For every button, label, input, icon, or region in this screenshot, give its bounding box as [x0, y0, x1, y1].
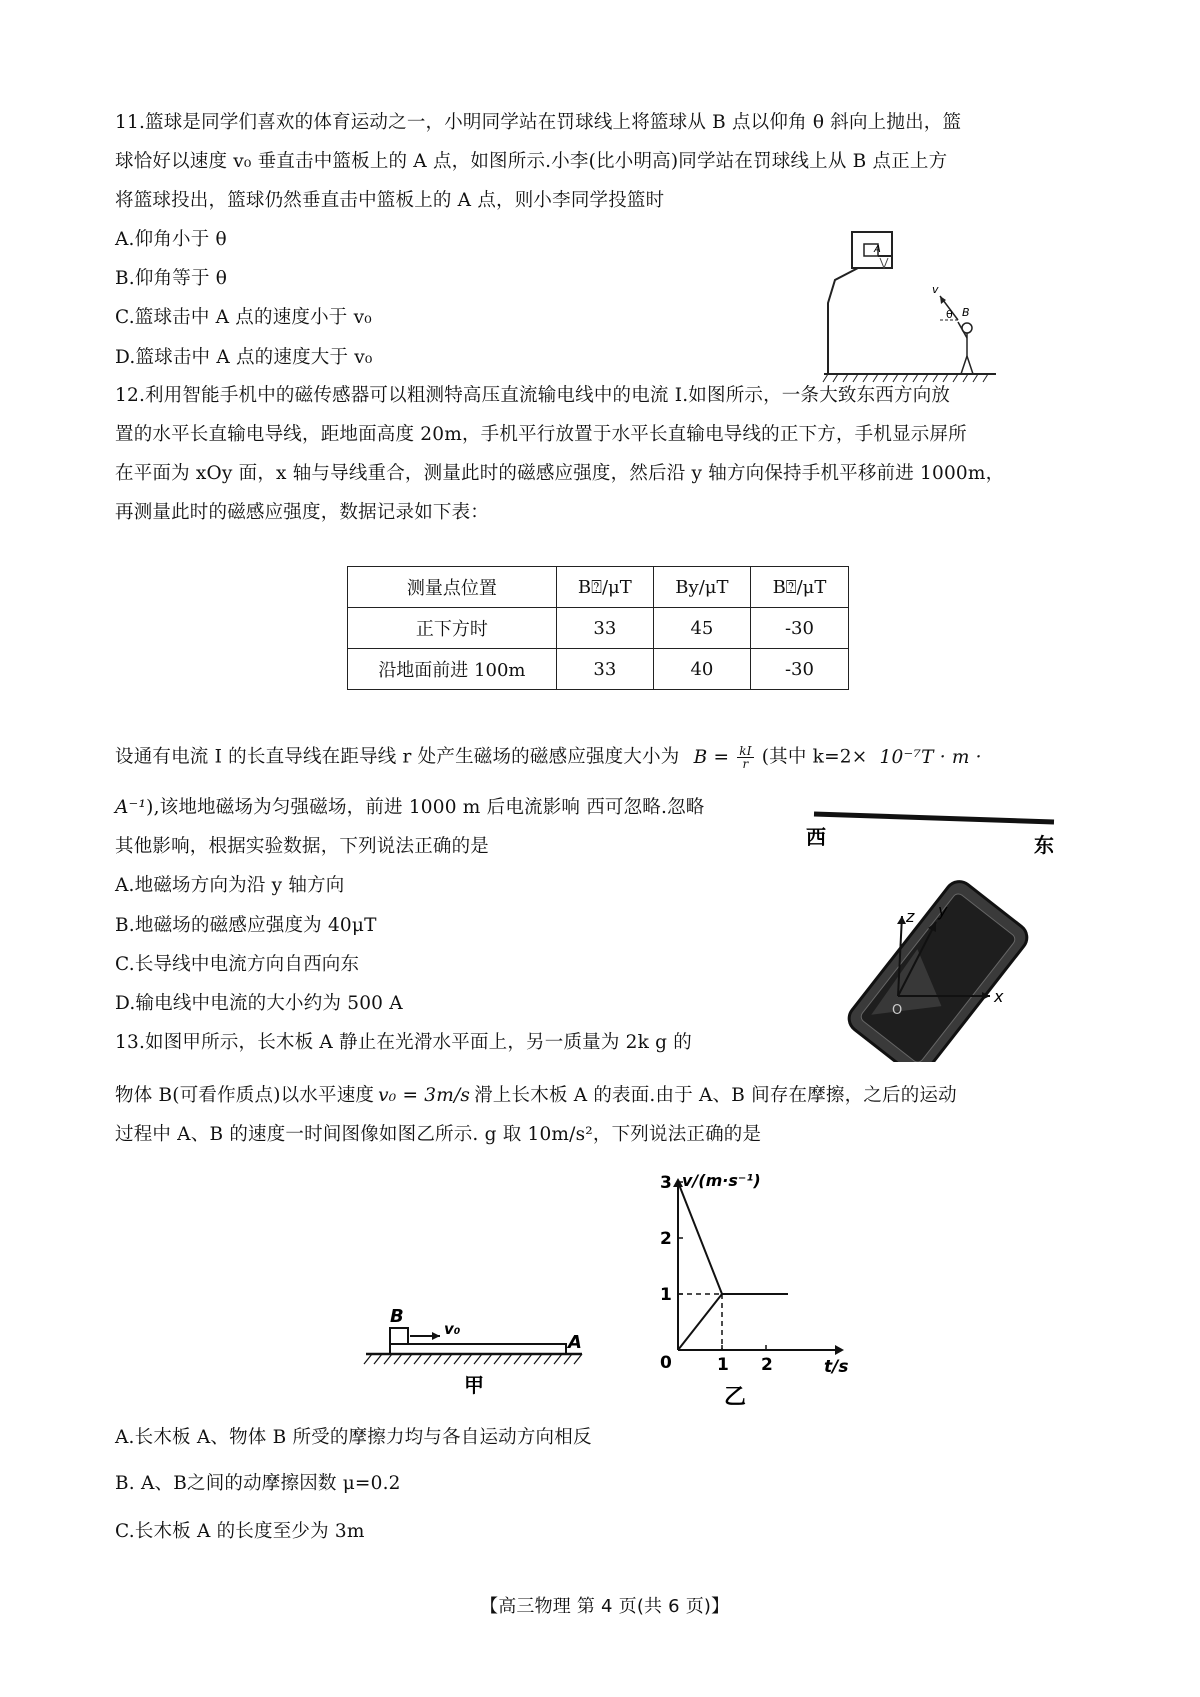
q12-option-d: D.输电线中电流的大小约为 500 A [115, 993, 403, 1014]
y-axis-label: v/(m·s⁻¹) [682, 1171, 761, 1190]
y-tick-label: 2 [660, 1229, 672, 1249]
q13-option-b: B. A、B之间的动摩擦因数 μ=0.2 [115, 1473, 401, 1494]
table-row [348, 649, 849, 690]
vt-chart [640, 1168, 860, 1408]
label-x: x [994, 987, 1004, 1006]
label-a: A [874, 244, 881, 255]
jia-caption: 甲 [464, 1373, 484, 1397]
formula-line2-text: ),该地地磁场为匀强磁场，前进 1000 m 后电流影响 西可忽略.忽略 [146, 797, 705, 818]
label-west: 西 [806, 825, 826, 849]
q11-stem-line3: 将篮球投出，篮球仍然垂直击中篮板上的 A 点，则小李同学投篮时 [115, 190, 665, 211]
jia-label-b: B [390, 1306, 404, 1327]
q11-option-a: A.仰角小于 θ [115, 229, 227, 250]
power-line-shape [814, 814, 1054, 822]
tick-group [660, 1173, 773, 1375]
formula-unit: A⁻¹ [115, 797, 147, 818]
label-v: v [932, 283, 939, 296]
label-east: 东 [1034, 833, 1054, 857]
jia-label-v0: v₀ [444, 1320, 461, 1338]
table-header: B⍰/μT [750, 567, 848, 608]
board-figure [360, 1290, 590, 1400]
x-axis-arrow [835, 1345, 844, 1355]
label-b: B [962, 306, 970, 319]
table-cell: 40 [653, 649, 750, 690]
table-header-row [348, 567, 849, 608]
y-tick-label: 3 [660, 1173, 672, 1193]
series-group [678, 1182, 788, 1350]
table-cell: 正下方时 [348, 608, 557, 649]
series-line-1 [678, 1182, 788, 1294]
q13-option-a: A.长木板 A、物体 B 所受的摩擦力均与各自运动方向相反 [115, 1427, 592, 1448]
table-header: By/μT [653, 567, 750, 608]
q13-stem-line2 [115, 1084, 957, 1108]
q13-line2-pre: 物体 B(可看作质点)以水平速度 [115, 1085, 375, 1106]
q12-formula-line2 [115, 796, 704, 820]
measurement-table [347, 566, 849, 690]
table-header: 测量点位置 [348, 567, 557, 608]
q12-option-a: A.地磁场方向为沿 y 轴方向 [115, 875, 345, 896]
label-z: z [906, 907, 915, 926]
x-tick-label: 1 [717, 1355, 729, 1375]
q12-stem-line1: 12.利用智能手机中的磁传感器可以粗测特高压直流输电线中的电流 I.如图所示，一条大致东西方向放 [115, 385, 951, 406]
q12-option-b: B.地磁场的磁感应强度为 40μT [115, 915, 377, 936]
q12-line-after: 其他影响，根据实验数据，下列说法正确的是 [115, 836, 490, 857]
phone-wire-figure [798, 800, 1068, 1062]
label-origin: O [892, 1003, 903, 1018]
q12-option-c: C.长导线中电流方向自西向东 [115, 954, 360, 975]
y-tick-label: 1 [660, 1285, 672, 1305]
yi-caption: 乙 [724, 1385, 747, 1408]
pole-shape [828, 268, 858, 374]
table-cell: 沿地面前进 100m [348, 649, 557, 690]
q13-line2-post: 滑上长木板 A 的表面.由于 A、B 间存在摩擦，之后的运动 [474, 1085, 957, 1106]
q11-option-d: D.篮球击中 A 点的速度大于 v₀ [115, 347, 373, 368]
x-tick-label: 2 [761, 1355, 773, 1375]
table-header: B⍰/μT [556, 567, 653, 608]
formula-k-value: (其中 k=2× [761, 746, 868, 768]
series-line-2 [678, 1294, 788, 1350]
block-b-shape [390, 1328, 408, 1344]
formula-denominator: r [742, 757, 749, 771]
q13-line2-math: v₀ = 3m/s [378, 1085, 471, 1106]
x-axis-label: t/s [824, 1357, 849, 1377]
formula-numerator: kI [739, 744, 752, 758]
formula-fraction [737, 745, 753, 770]
formula-b: B = [693, 746, 730, 768]
q13-stem-line3: 过程中 A、B 的速度一时间图像如图乙所示. g 取 10m/s²，下列说法正确的是 [115, 1124, 762, 1145]
table-row [348, 608, 849, 649]
table-cell: 45 [653, 608, 750, 649]
q12-stem-line3: 在平面为 xOy 面，x 轴与导线重合，测量此时的磁感应强度，然后沿 y 轴方向保持手机平移前进 1000m， [115, 463, 1005, 484]
table-cell: 33 [556, 608, 653, 649]
jia-label-a: A [568, 1332, 582, 1353]
q13-option-c: C.长木板 A 的长度至少为 3m [115, 1521, 365, 1542]
table-cell: -30 [750, 649, 848, 690]
label-y: y [938, 901, 948, 920]
formula-intro: 设通有电流 I 的长直导线在距导线 r 处产生磁场的磁感应强度大小为 [115, 746, 680, 768]
formula-constant: 10⁻⁷T · m · [879, 746, 982, 768]
q11-option-c: C.篮球击中 A 点的速度小于 v₀ [115, 307, 372, 328]
q11-stem-line1: 11.篮球是同学们喜欢的体育运动之一，小明同学站在罚球线上将篮球从 B 点以仰角 θ 斜向上抛出，篮 [115, 112, 962, 133]
q12-stem-line2: 置的水平长直输电导线，距地面高度 20m，手机平行放置于水平长直输电导线的正下方，手机显示屏所 [115, 424, 967, 445]
label-theta: θ [946, 308, 953, 321]
basketball-figure [820, 228, 1000, 386]
board-a-shape [390, 1344, 566, 1354]
origin-tick-label: 0 [660, 1353, 672, 1373]
page-footer: 【高三物理 第 4 页(共 6 页)】 [480, 1596, 730, 1617]
q12-formula-line1 [115, 745, 982, 770]
q11-option-b: B.仰角等于 θ [115, 268, 228, 289]
q11-stem-line2: 球恰好以速度 v₀ 垂直击中篮板上的 A 点，如图所示.小李(比小明高)同学站在罚球线上从 B 点正上方 [115, 151, 948, 172]
table-cell: 33 [556, 649, 653, 690]
q13-stem-line1: 13.如图甲所示，长木板 A 静止在光滑水平面上，另一质量为 2k g 的 [115, 1032, 692, 1053]
q12-stem-line4: 再测量此时的磁感应强度，数据记录如下表： [115, 502, 490, 523]
table-cell: -30 [750, 608, 848, 649]
